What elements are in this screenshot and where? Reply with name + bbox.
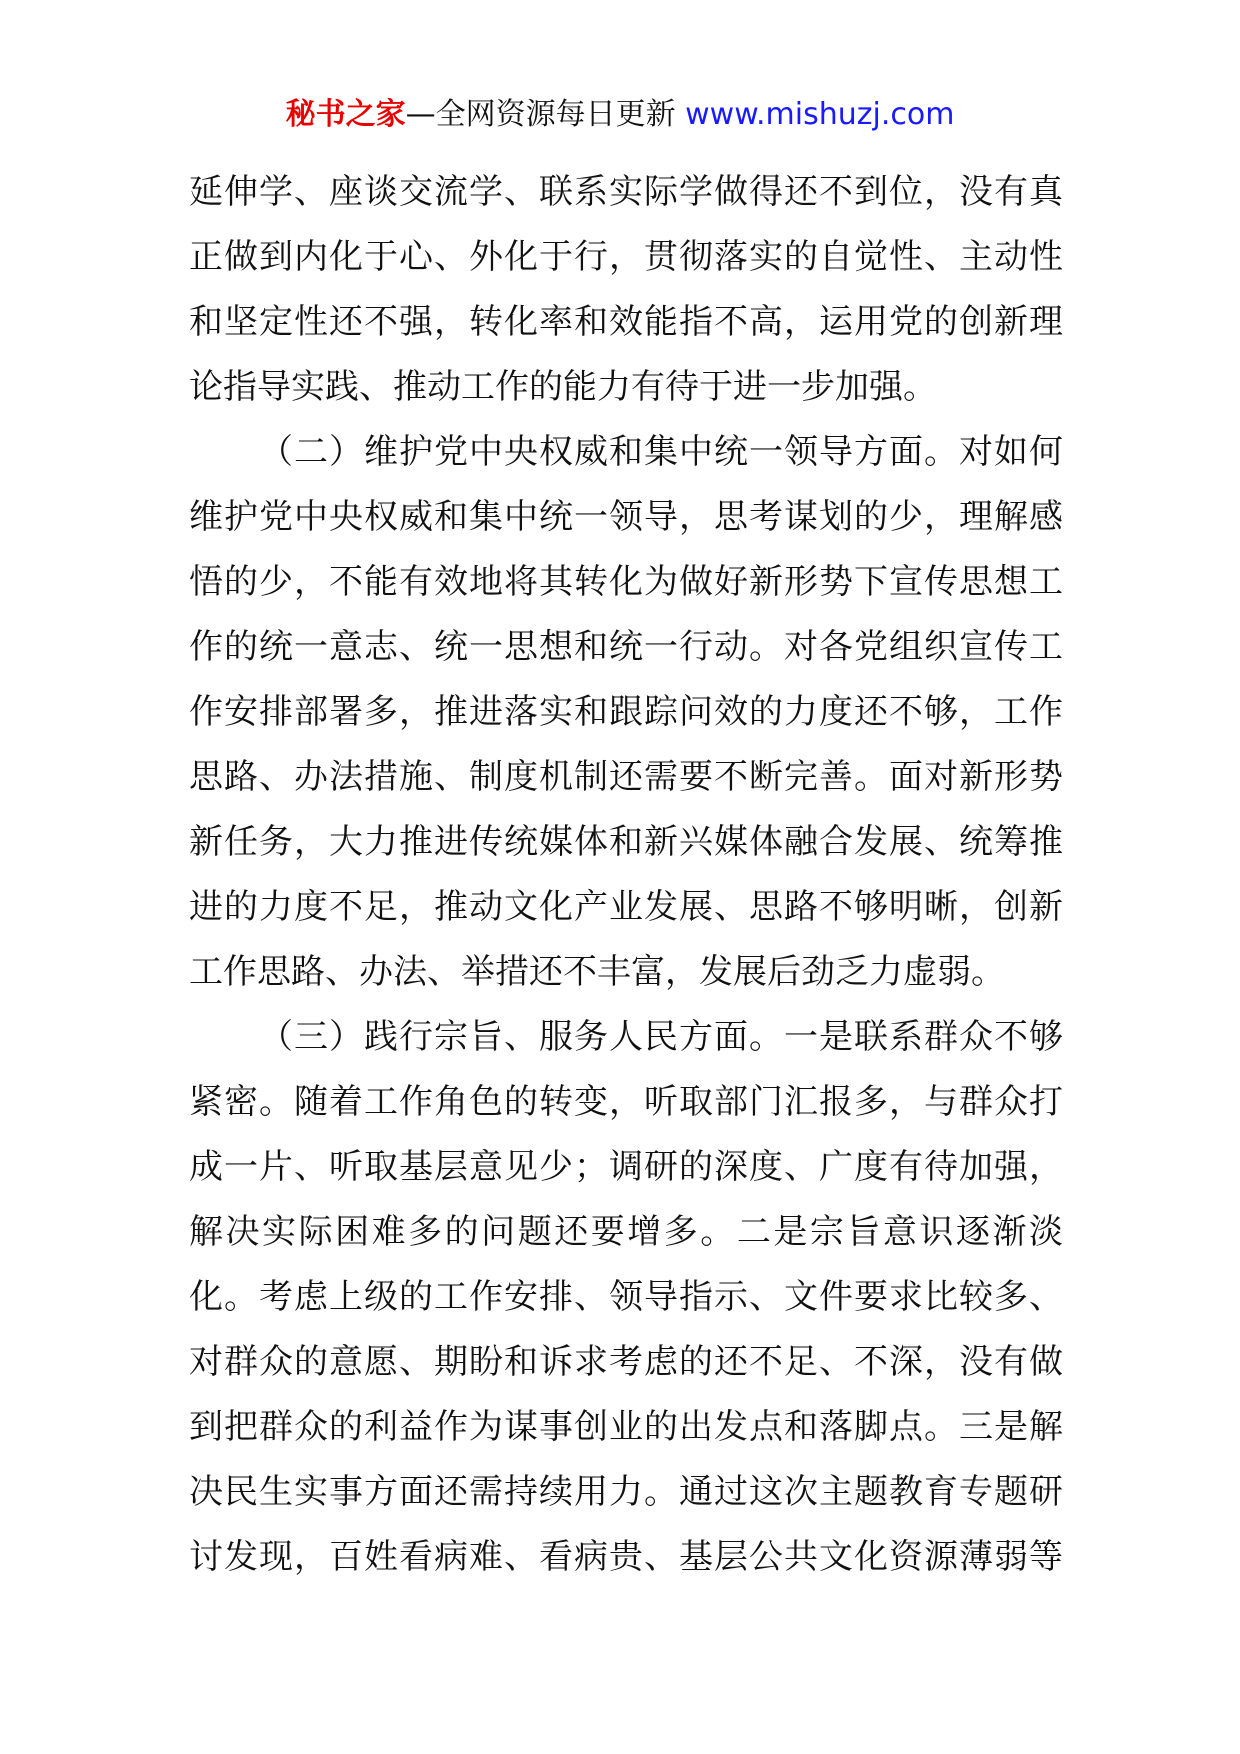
text-line: 思路、办法措施、制度机制还需要不断完善。面对新形势 — [189, 757, 1063, 797]
text-line: 正做到内化于心、外化于行，贯彻落实的自觉性、主动性 — [189, 237, 1063, 277]
text-line: 解决实际困难多的问题还要增多。二是宗旨意识逐渐淡 — [189, 1212, 1063, 1252]
text-line: 延伸学、座谈交流学、联系实际学做得还不到位，没有真 — [189, 172, 1063, 212]
site-tagline: —全网资源每日更新 — [405, 97, 676, 132]
text-line: 紧密。随着工作角色的转变，听取部门汇报多，与群众打 — [189, 1082, 1063, 1122]
text-line: 悟的少，不能有效地将其转化为做好新形势下宣传思想工 — [189, 562, 1063, 602]
text-line: 和坚定性还不强，转化率和效能指不高，运用党的创新理 — [189, 302, 1063, 342]
text-line: 论指导实践、推动工作的能力有待于进一步加强。 — [189, 367, 937, 407]
document-body — [189, 160, 1063, 1590]
paragraph-heading-line: （二）维护党中央权威和集中统一领导方面。对如何 — [259, 432, 1063, 472]
text-line: 工作思路、办法、举措还不丰富，发展后劲乏力虚弱。 — [189, 952, 1005, 992]
text-line: 维护党中央权威和集中统一领导，思考谋划的少，理解感 — [189, 497, 1063, 537]
text-line: 化。考虑上级的工作安排、领导指示、文件要求比较多、 — [189, 1277, 1063, 1317]
site-brand: 秘书之家 — [285, 97, 406, 132]
text-line: 作安排部署多，推进落实和跟踪问效的力度还不够，工作 — [189, 692, 1063, 732]
site-header — [0, 95, 1240, 135]
text-line: 进的力度不足，推动文化产业发展、思路不够明晰，创新 — [189, 887, 1063, 927]
text-line: 对群众的意愿、期盼和诉求考虑的还不足、不深，没有做 — [189, 1342, 1063, 1382]
text-line: 决民生实事方面还需持续用力。通过这次主题教育专题研 — [189, 1472, 1063, 1512]
text-line: 成一片、听取基层意见少；调研的深度、广度有待加强， — [189, 1147, 1063, 1187]
paragraph-heading-line: （三）践行宗旨、服务人民方面。一是联系群众不够 — [259, 1017, 1063, 1057]
text-line: 讨发现，百姓看病难、看病贵、基层公共文化资源薄弱等 — [189, 1537, 1063, 1577]
text-line: 到把群众的利益作为谋事创业的出发点和落脚点。三是解 — [189, 1407, 1063, 1447]
text-line: 作的统一意志、统一思想和统一行动。对各党组织宣传工 — [189, 627, 1063, 667]
site-url-link[interactable]: www.mishuzj.com — [685, 97, 955, 132]
text-line: 新任务，大力推进传统媒体和新兴媒体融合发展、统筹推 — [189, 822, 1063, 862]
